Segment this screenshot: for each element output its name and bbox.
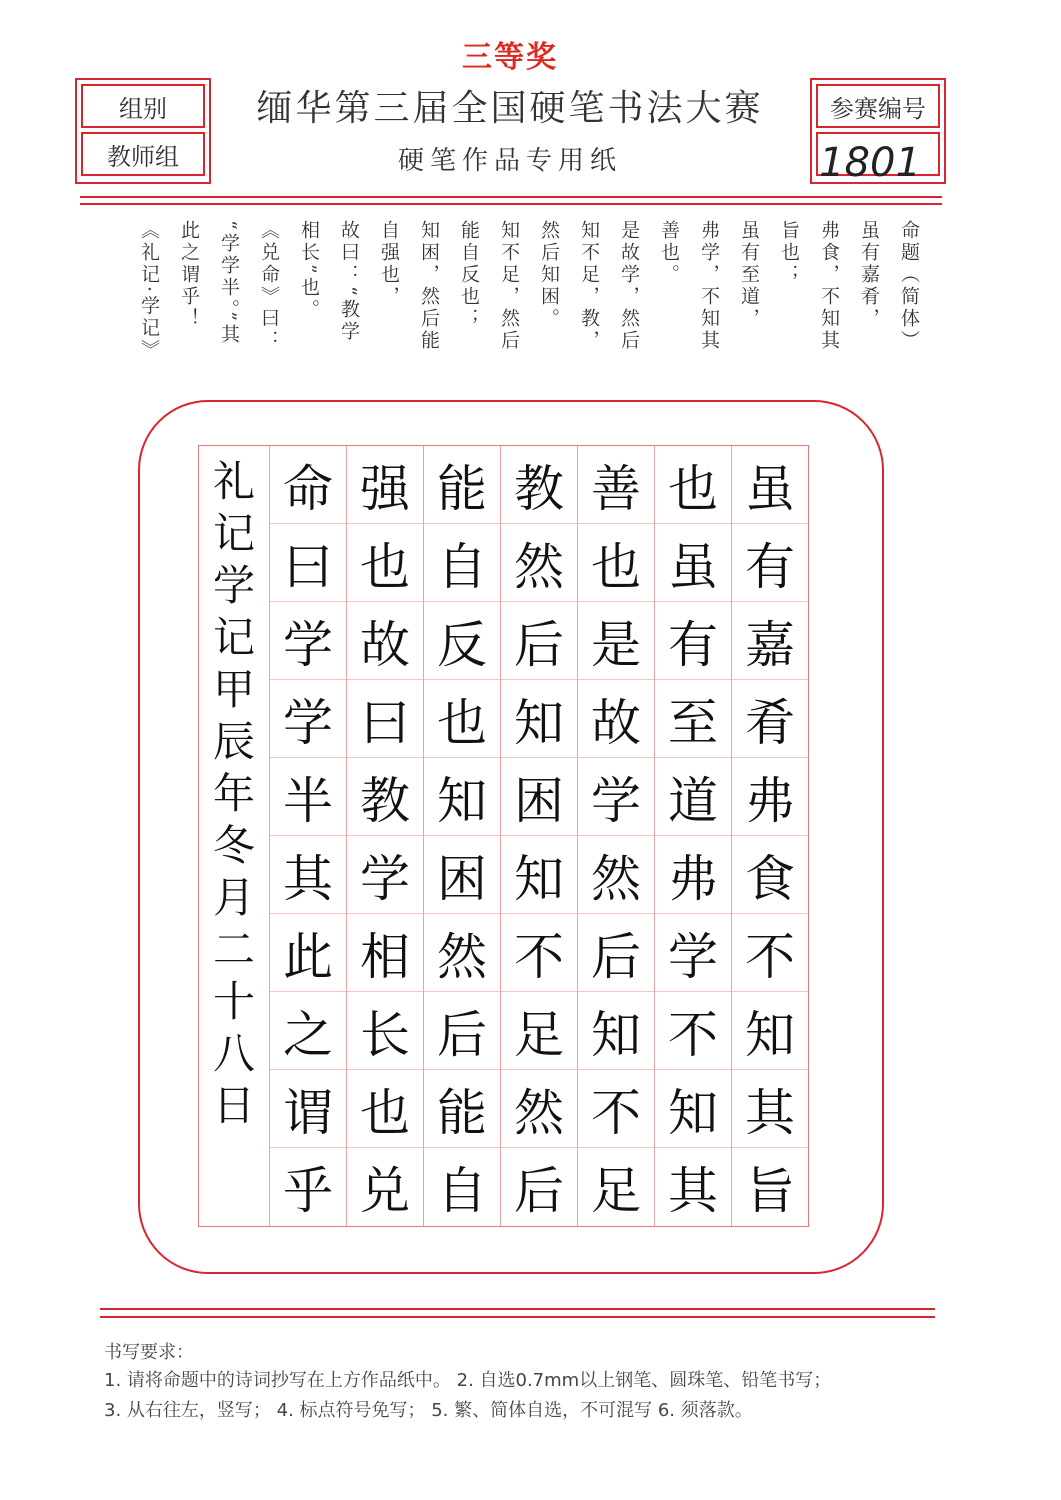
award-label: 三等奖 <box>462 40 558 75</box>
grid-character: 也 <box>347 523 423 601</box>
grid-character: 困 <box>424 835 500 913</box>
grid-character: 然 <box>424 913 500 991</box>
footer-rule-bottom <box>100 1316 935 1318</box>
prompt-column: 命题（简体） <box>898 220 920 352</box>
grid-character: 其 <box>655 1147 731 1225</box>
grid-character: 也 <box>424 679 500 757</box>
grid-character: 故 <box>578 679 654 757</box>
grid-character: 足 <box>578 1147 654 1225</box>
grid-character: 也 <box>668 459 718 518</box>
grid-character: 肴 <box>732 679 808 757</box>
grid-character: 至 <box>655 679 731 757</box>
prompt-column: 知不足，教， <box>578 220 600 352</box>
prompt-column: 旨也； <box>778 220 800 286</box>
grid-character: 后 <box>501 601 577 679</box>
grid-character: 命 <box>283 459 333 518</box>
prompt-column: 知困，然后能 <box>418 220 440 352</box>
grid-character: 谓 <box>270 1069 346 1147</box>
grid-character: 道 <box>655 757 731 835</box>
signature-character: 记 <box>212 613 255 662</box>
requirements-line-1: 1. 请将命题中的诗词抄写在上方作品纸中。 2. 自选0.7mm以上钢笔、圆珠笔、铅笔书写； <box>104 1370 832 1391</box>
grid-character: 兑 <box>347 1147 423 1225</box>
grid-character: 不 <box>578 1069 654 1147</box>
grid-character: 知 <box>501 835 577 913</box>
grid-character: 足 <box>501 991 577 1069</box>
grid-column <box>423 446 500 1226</box>
grid-character: 教 <box>347 757 423 835</box>
grid-character: 后 <box>501 1147 577 1225</box>
grid-column <box>654 446 731 1226</box>
grid-column <box>731 446 808 1226</box>
grid-character: 知 <box>732 991 808 1069</box>
grid-character: 自 <box>424 1147 500 1225</box>
grid-character: 能 <box>437 459 487 518</box>
grid-column <box>577 446 654 1226</box>
grid-column <box>346 446 423 1226</box>
signature-character: 学 <box>212 561 255 610</box>
prompt-text <box>100 220 920 390</box>
requirements-title: 书写要求： <box>104 1342 194 1363</box>
signature-character: 记 <box>212 509 255 558</box>
grid-character: 其 <box>732 1069 808 1147</box>
signature-column <box>199 446 269 1226</box>
grid-character: 曰 <box>270 523 346 601</box>
grid-character: 曰 <box>347 679 423 757</box>
grid-character: 能 <box>424 1069 500 1147</box>
group-box <box>75 78 211 184</box>
grid-character: 知 <box>501 679 577 757</box>
grid-character: 长 <box>347 991 423 1069</box>
signature-character: 辰 <box>212 717 255 766</box>
prompt-column: 自强也， <box>378 220 400 308</box>
prompt-column: 弗食，不知其 <box>818 220 840 352</box>
grid-character: 弗 <box>732 757 808 835</box>
footer-rule-top <box>100 1308 935 1310</box>
grid-character: 弗 <box>655 835 731 913</box>
prompt-column: 善也。 <box>658 220 680 286</box>
prompt-column: 《礼记·学记》 <box>138 220 160 362</box>
grid-character: 学 <box>347 835 423 913</box>
grid-character: 虽 <box>745 459 795 518</box>
grid-character: 然 <box>578 835 654 913</box>
prompt-column: 弗学，不知其 <box>698 220 720 352</box>
grid-character: 强 <box>360 459 410 518</box>
signature-character: 年 <box>212 769 255 818</box>
requirements-line-2: 3. 从右往左，竖写； 4. 标点符号免写； 5. 繁、简体自选，不可混写 6. 须落款。 <box>104 1400 753 1421</box>
signature-character: 冬 <box>212 821 255 870</box>
prompt-column: 此之谓乎！ <box>178 220 200 330</box>
header-rule-top <box>80 196 942 198</box>
signature-character: 八 <box>212 1029 255 1078</box>
grid-character: 乎 <box>270 1147 346 1225</box>
contest-title: 缅华第三届全国硬笔书法大赛 <box>256 88 764 129</box>
grid-character: 后 <box>424 991 500 1069</box>
grid-character: 食 <box>732 835 808 913</box>
grid-character: 此 <box>270 913 346 991</box>
grid-character: 知 <box>424 757 500 835</box>
calligraphy-grid <box>198 445 809 1227</box>
header-rule-bottom <box>80 203 942 205</box>
prompt-column: 相长”也。 <box>298 220 320 321</box>
grid-character: 学 <box>270 679 346 757</box>
grid-character: 学 <box>655 913 731 991</box>
prompt-column: 知不足，然后 <box>498 220 520 352</box>
grid-character: 教 <box>514 459 564 518</box>
prompt-column: 虽有至道， <box>738 220 760 330</box>
grid-character: 善 <box>591 459 641 518</box>
prompt-column: 然后知困。 <box>538 220 560 330</box>
grid-character: 也 <box>578 523 654 601</box>
grid-character: 也 <box>347 1069 423 1147</box>
grid-character: 学 <box>578 757 654 835</box>
grid-character: 困 <box>501 757 577 835</box>
grid-character: 不 <box>501 913 577 991</box>
signature-character: 月 <box>212 873 255 922</box>
grid-column <box>500 446 577 1226</box>
prompt-column: “学学半。”其 <box>218 220 240 346</box>
prompt-column: 是故学，然后 <box>618 220 640 352</box>
grid-character: 有 <box>732 523 808 601</box>
entry-number: 1801 <box>819 140 921 186</box>
grid-character: 自 <box>424 523 500 601</box>
grid-character: 反 <box>424 601 500 679</box>
grid-character: 后 <box>578 913 654 991</box>
grid-character: 之 <box>270 991 346 1069</box>
grid-character: 知 <box>655 1069 731 1147</box>
grid-character: 虽 <box>655 523 731 601</box>
signature-character: 日 <box>212 1081 255 1130</box>
grid-character: 不 <box>655 991 731 1069</box>
group-value: 教师组 <box>81 132 205 176</box>
entry-label: 参赛编号 <box>816 84 940 128</box>
prompt-column: 能自反也； <box>458 220 480 330</box>
prompt-column: 虽有嘉肴， <box>858 220 880 330</box>
grid-character: 嘉 <box>732 601 808 679</box>
grid-column <box>269 446 346 1226</box>
signature-character: 甲 <box>212 665 255 714</box>
grid-character: 相 <box>347 913 423 991</box>
prompt-column: 故曰：“教学 <box>338 220 360 343</box>
paper-subtitle: 硬笔作品专用纸 <box>397 146 622 176</box>
signature-character: 礼 <box>212 457 255 506</box>
prompt-column: 《兑命》曰： <box>258 220 280 352</box>
grid-character: 学 <box>270 601 346 679</box>
grid-character: 然 <box>501 523 577 601</box>
grid-character: 半 <box>270 757 346 835</box>
grid-character: 其 <box>270 835 346 913</box>
grid-character: 不 <box>732 913 808 991</box>
grid-character: 旨 <box>732 1147 808 1225</box>
grid-character: 是 <box>578 601 654 679</box>
group-label: 组别 <box>81 84 205 128</box>
grid-character: 有 <box>655 601 731 679</box>
signature-character: 二 <box>212 925 255 974</box>
grid-character: 故 <box>347 601 423 679</box>
grid-character: 知 <box>578 991 654 1069</box>
grid-character: 然 <box>501 1069 577 1147</box>
signature-character: 十 <box>212 977 255 1026</box>
